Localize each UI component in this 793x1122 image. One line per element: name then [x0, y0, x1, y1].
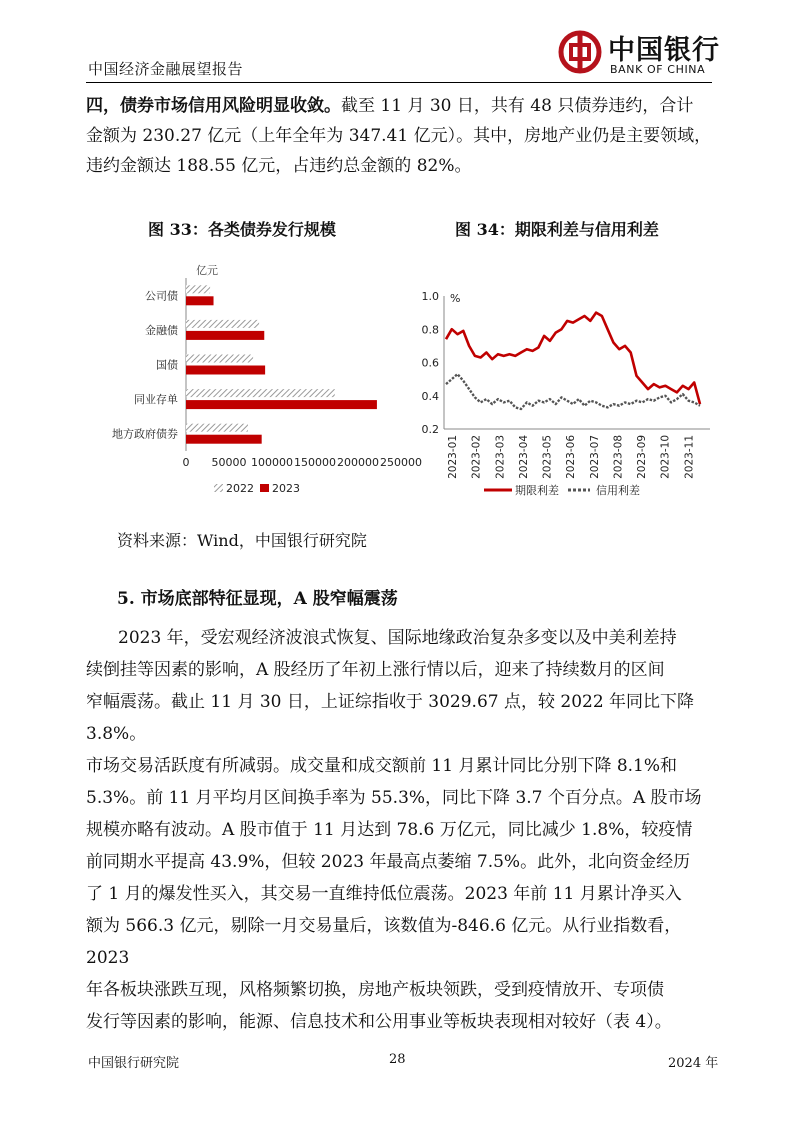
- x-tick-label: 2023-11: [683, 435, 696, 479]
- paragraph-line: 额为 566.3 亿元，剔除一月交易量后，该数值为-846.6 亿元。从行业指数看，2023: [86, 916, 682, 968]
- bar-2023: [186, 296, 214, 305]
- paragraph-line: 了 1 月的爆发性买入，其交易一直维持低位震荡。2023 年前 11 月累计净买入: [86, 884, 682, 904]
- paragraph-line: 前同期水平提高 43.9%，但较 2023 年最高点萎缩 7.5%。此外，北向资金经历: [86, 852, 691, 872]
- logo-english-name: BANK OF CHINA: [610, 63, 706, 76]
- x-tick-label: 2023-09: [636, 435, 649, 479]
- section-body: [86, 622, 712, 1038]
- y-tick-label: 公司债: [145, 289, 178, 303]
- x-tick-label: 2023-01: [447, 435, 459, 479]
- x-tick-label: 2023-03: [494, 435, 507, 479]
- x-tick-label: 2023-08: [612, 435, 625, 479]
- legend-swatch-2023: [260, 484, 269, 492]
- chart-unit-label: %: [450, 292, 461, 305]
- bar-2023: [186, 331, 264, 340]
- x-tick-label: 2023-02: [470, 435, 483, 479]
- y-tick-label: 金融债: [145, 323, 178, 337]
- x-tick-label: 2023-10: [659, 435, 672, 479]
- figure-source: 资料来源：Wind，中国银行研究院: [117, 531, 367, 550]
- bar-2022: [186, 320, 259, 328]
- figure-33-title: 图 33：各类债券发行规模: [148, 220, 336, 239]
- x-tick-label: 2023-07: [588, 435, 601, 479]
- paragraph-line: 金额为 230.27 亿元（上年全年为 347.41 亿元）。其中，房地产业仍是主要领域，: [86, 126, 712, 146]
- paragraph-line: 年各板块涨跌互现，风格频繁切换，房地产板块领跌，受到疫情放开、专项债: [86, 980, 664, 1000]
- term-spread-line: [446, 313, 700, 405]
- paragraph-line: 市场交易活跃度有所减弱。成交量和成交额前 11 月累计同比分别下降 8.1%和: [86, 756, 678, 776]
- y-tick-label: 1.0: [421, 290, 439, 303]
- paragraph-line: 5.3%。前 11 月平均月区间换手率为 55.3%，同比下降 3.7 个百分点。A 股市场: [86, 788, 702, 808]
- bar-2023: [186, 435, 262, 444]
- spread-line-chart: [412, 282, 712, 500]
- bond-issuance-bar-chart: [86, 258, 422, 503]
- y-tick-label: 0.6: [421, 356, 439, 370]
- section-heading: 5. 市场底部特征显现，A 股窄幅震荡: [117, 589, 398, 609]
- legend-label-2022: 2022: [226, 482, 254, 495]
- bank-of-china-logo: [556, 30, 720, 76]
- bar-2023: [186, 400, 377, 409]
- logo-chinese-name: 中国银行: [608, 35, 720, 66]
- x-tick-label: 0: [182, 456, 190, 469]
- paragraph-bond-credit-risk: [86, 91, 712, 181]
- bar-2022: [186, 285, 210, 293]
- figure-34-title: 图 34：期限利差与信用利差: [455, 220, 659, 239]
- paragraph-line: 违约金额达 188.55 亿元，占违约总金额的 82%。: [86, 156, 472, 176]
- paragraph-line: 窄幅震荡。截止 11 月 30 日，上证综指收于 3029.67 点，较 2022 年同比下降 3.8%。: [86, 692, 695, 744]
- footer-year: 2024 年: [668, 1056, 719, 1071]
- paragraph-line: 发行等因素的影响，能源、信息技术和公用事业等板块表现相对较好（表 4）。: [86, 1012, 672, 1032]
- y-tick-label: 地方政府债券: [112, 427, 178, 441]
- x-tick-label: 100000: [251, 456, 293, 469]
- paragraph-line: 续倒挂等因素的影响，A 股经历了年初上涨行情以后，迎来了持续数月的区间: [86, 660, 665, 680]
- legend-label-2023: 2023: [272, 482, 300, 495]
- y-tick-label: 同业存单: [134, 393, 178, 407]
- y-tick-label: 国债: [156, 358, 178, 372]
- y-tick-label: 0.8: [421, 323, 439, 337]
- bar-2022: [186, 424, 248, 432]
- x-tick-label: 150000: [294, 456, 336, 469]
- x-tick-label: 2023-06: [565, 435, 578, 479]
- paragraph-line: 截至 11 月 30 日，共有 48 只债券违约，合计: [341, 96, 694, 116]
- x-tick-label: 250000: [380, 456, 422, 469]
- header-divider: [86, 82, 712, 83]
- legend-label-credit-spread: 信用利差: [596, 484, 640, 497]
- credit-spread-line: [446, 374, 700, 409]
- report-title: 中国经济金融展望报告: [88, 60, 244, 78]
- paragraph-lead: 四，债券市场信用风险明显收敛。: [86, 96, 341, 116]
- x-tick-label: 2023-04: [517, 435, 530, 479]
- chart-unit-label: 亿元: [196, 264, 218, 277]
- page-number: 28: [389, 1052, 406, 1067]
- bar-2022: [186, 389, 335, 397]
- legend-label-term-spread: 期限利差: [515, 484, 559, 497]
- y-tick-label: 0.4: [421, 389, 439, 403]
- x-tick-label: 2023-05: [541, 435, 554, 479]
- paragraph-line: 2023 年，受宏观经济波浪式恢复、国际地缘政治复杂多变以及中美利差持: [118, 628, 677, 648]
- paragraph-line: 规模亦略有波动。A 股市值于 11 月达到 78.6 万亿元，同比减少 1.8%，较疫情: [86, 820, 693, 840]
- legend-swatch-2022: [214, 484, 223, 492]
- boc-emblem-icon: [558, 30, 602, 74]
- y-tick-label: 0.2: [421, 423, 439, 436]
- x-tick-label: 50000: [211, 456, 247, 469]
- footer-institute: 中国银行研究院: [88, 1056, 180, 1071]
- bar-2023: [186, 366, 265, 375]
- x-tick-label: 200000: [337, 456, 379, 469]
- bar-2022: [186, 355, 253, 363]
